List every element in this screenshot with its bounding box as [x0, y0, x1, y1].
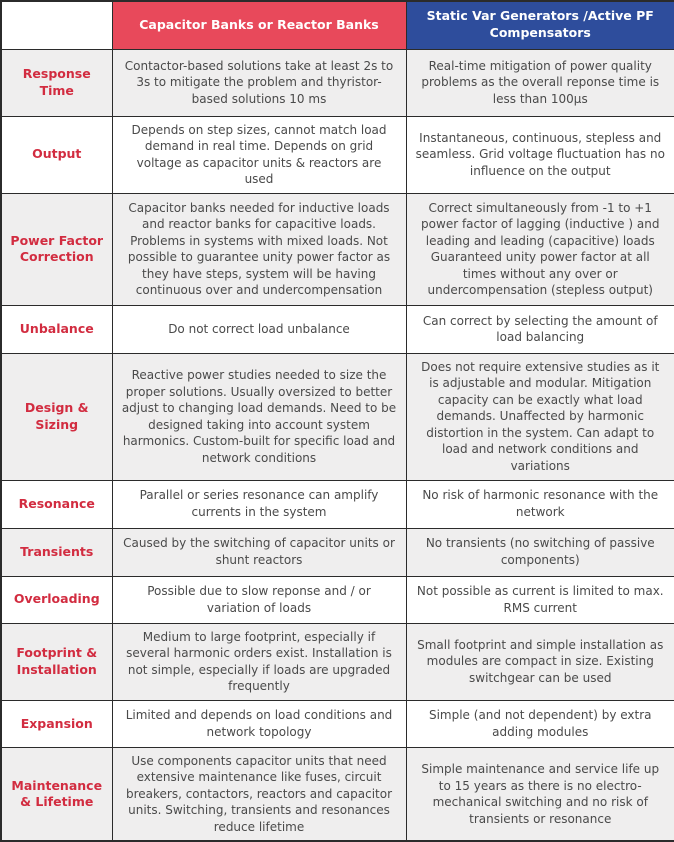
capacitor-banks-cell: Do not correct load unbalance — [112, 305, 406, 353]
table-row — [1, 700, 674, 747]
svg-compensators-cell: Not possible as current is limited to max. RMS current — [406, 576, 674, 623]
row-label: Resonance — [1, 480, 112, 528]
capacitor-banks-cell: Reactive power studies needed to size the proper solutions. Usually oversized to better adjust to changing load demands. Need to be designed taking into account system harmonics. Custom-built for specific load and network conditions — [112, 353, 406, 480]
header-capacitor-banks: Capacitor Banks or Reactor Banks — [112, 1, 406, 49]
table-row — [1, 576, 674, 623]
row-label: Maintenance & Lifetime — [1, 747, 112, 841]
row-label: Transients — [1, 528, 112, 576]
capacitor-banks-cell: Depends on step sizes, cannot match load demand in real time. Depends on grid voltage as capacitor units & reactors are used — [112, 116, 406, 193]
table-row — [1, 528, 674, 576]
table-row — [1, 353, 674, 480]
capacitor-banks-cell: Caused by the switching of capacitor units or shunt reactors — [112, 528, 406, 576]
row-label: Design & Sizing — [1, 353, 112, 480]
svg-compensators-cell: No risk of harmonic resonance with the network — [406, 480, 674, 528]
row-label: Overloading — [1, 576, 112, 623]
row-label: Unbalance — [1, 305, 112, 353]
svg-compensators-cell: Simple (and not dependent) by extra adding modules — [406, 700, 674, 747]
capacitor-banks-cell: Medium to large footprint, especially if several harmonic orders exist. Installation is not simple, especially if loads are upgraded frequently — [112, 623, 406, 700]
row-label: Output — [1, 116, 112, 193]
capacitor-banks-cell: Limited and depends on load conditions and network topology — [112, 700, 406, 747]
table-row — [1, 49, 674, 116]
svg-compensators-cell: Instantaneous, continuous, stepless and seamless. Grid voltage fluctuation has no influence on the output — [406, 116, 674, 193]
table-row — [1, 305, 674, 353]
capacitor-banks-cell: Capacitor banks needed for inductive loads and reactor banks for capacitive loads. Problems in systems with mixed loads. Not possible to guarantee unity power factor as they have steps, system will be having continuous over and undercompensation — [112, 193, 406, 305]
header-row — [1, 1, 674, 49]
svg-compensators-cell: Simple maintenance and service life up to 15 years as there is no electro-mechanical switching and no risk of transients or resonance — [406, 747, 674, 841]
svg-compensators-cell: No transients (no switching of passive components) — [406, 528, 674, 576]
row-label: Footprint & Installation — [1, 623, 112, 700]
svg-compensators-cell: Small footprint and simple installation as modules are compact in size. Existing switchgear can be used — [406, 623, 674, 700]
row-label: Power Factor Correction — [1, 193, 112, 305]
svg-compensators-cell: Does not require extensive studies as it is adjustable and modular. Mitigation capacity can be exactly what load demands. Unaffected by harmonic distortion in the system. Can adapt to load and network conditions and variations — [406, 353, 674, 480]
row-label: Response Time — [1, 49, 112, 116]
capacitor-banks-cell: Possible due to slow reponse and / or variation of loads — [112, 576, 406, 623]
table-row — [1, 623, 674, 700]
capacitor-banks-cell: Contactor-based solutions take at least 2s to 3s to mitigate the problem and thyristor-based solutions 10 ms — [112, 49, 406, 116]
svg-compensators-cell: Real-time mitigation of power quality problems as the overall reponse time is less than 100μs — [406, 49, 674, 116]
svg-compensators-cell: Can correct by selecting the amount of load balancing — [406, 305, 674, 353]
table-row — [1, 116, 674, 193]
table-row — [1, 747, 674, 841]
svg-compensators-cell: Correct simultaneously from -1 to +1 power factor of lagging (inductive ) and leading and leading (capacitive) loads Guaranteed unity power factor at all times without any over or undercompensation (stepless output) — [406, 193, 674, 305]
row-label: Expansion — [1, 700, 112, 747]
header-svg-compensators: Static Var Generators /Active PF Compensators — [406, 1, 674, 49]
header-empty-cell — [1, 1, 112, 49]
capacitor-banks-cell: Use components capacitor units that need extensive maintenance like fuses, circuit breakers, contactors, reactors and capacitor units. Switching, transients and resonances reduce lifetime — [112, 747, 406, 841]
capacitor-banks-cell: Parallel or series resonance can amplify currents in the system — [112, 480, 406, 528]
table-row — [1, 480, 674, 528]
table-row — [1, 193, 674, 305]
